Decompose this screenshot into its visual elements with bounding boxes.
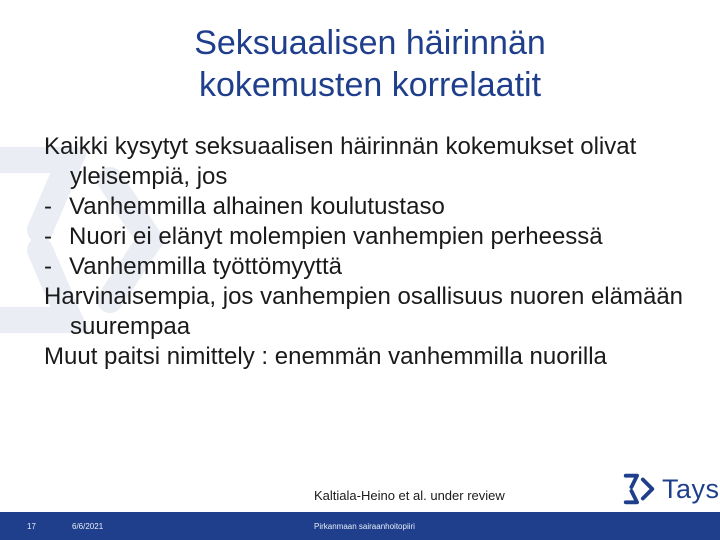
paragraph-other: Muut paitsi nimittely : enemmän vanhemmilla nuorilla: [44, 343, 607, 370]
title-line-1: Seksuaalisen häirinnän: [194, 24, 546, 62]
logo-text: Tays: [662, 473, 720, 504]
paragraph-less-common: Harvinaisempia, jos vanhempien osallisuus nuoren elämään suurempaa: [44, 283, 684, 340]
bullet-text: Vanhemmilla työttömyyttä: [69, 253, 342, 280]
footer-bar: [0, 512, 720, 540]
bullet-marker: -: [44, 223, 52, 250]
bullet-text: Nuori ei elänyt molempien vanhempien perheessä: [69, 223, 603, 250]
bullet-marker: -: [44, 253, 52, 280]
tays-logo: [620, 470, 720, 508]
paragraph-intro: Kaikki kysytyt seksuaalisen häirinnän kokemukset olivat yleisempiä, jos: [44, 133, 637, 190]
slide-title: [100, 22, 640, 106]
slide-number: 17: [27, 522, 36, 531]
slide-body: [44, 132, 694, 372]
bullet-text: Vanhemmilla alhainen koulutustaso: [69, 193, 445, 220]
bullet-marker: -: [44, 193, 52, 220]
citation: Kaltiala-Heino et al. under review: [314, 488, 505, 503]
tays-logo-icon: [620, 470, 658, 508]
title-line-2: kokemusten korrelaatit: [198, 66, 542, 104]
bullet-item: [44, 252, 694, 282]
footer-organization: Pirkanmaan sairaanhoitopiiri: [314, 522, 415, 531]
bullet-item: [44, 192, 694, 222]
footer-date: 6/6/2021: [72, 522, 104, 531]
bullet-item: [44, 222, 694, 252]
